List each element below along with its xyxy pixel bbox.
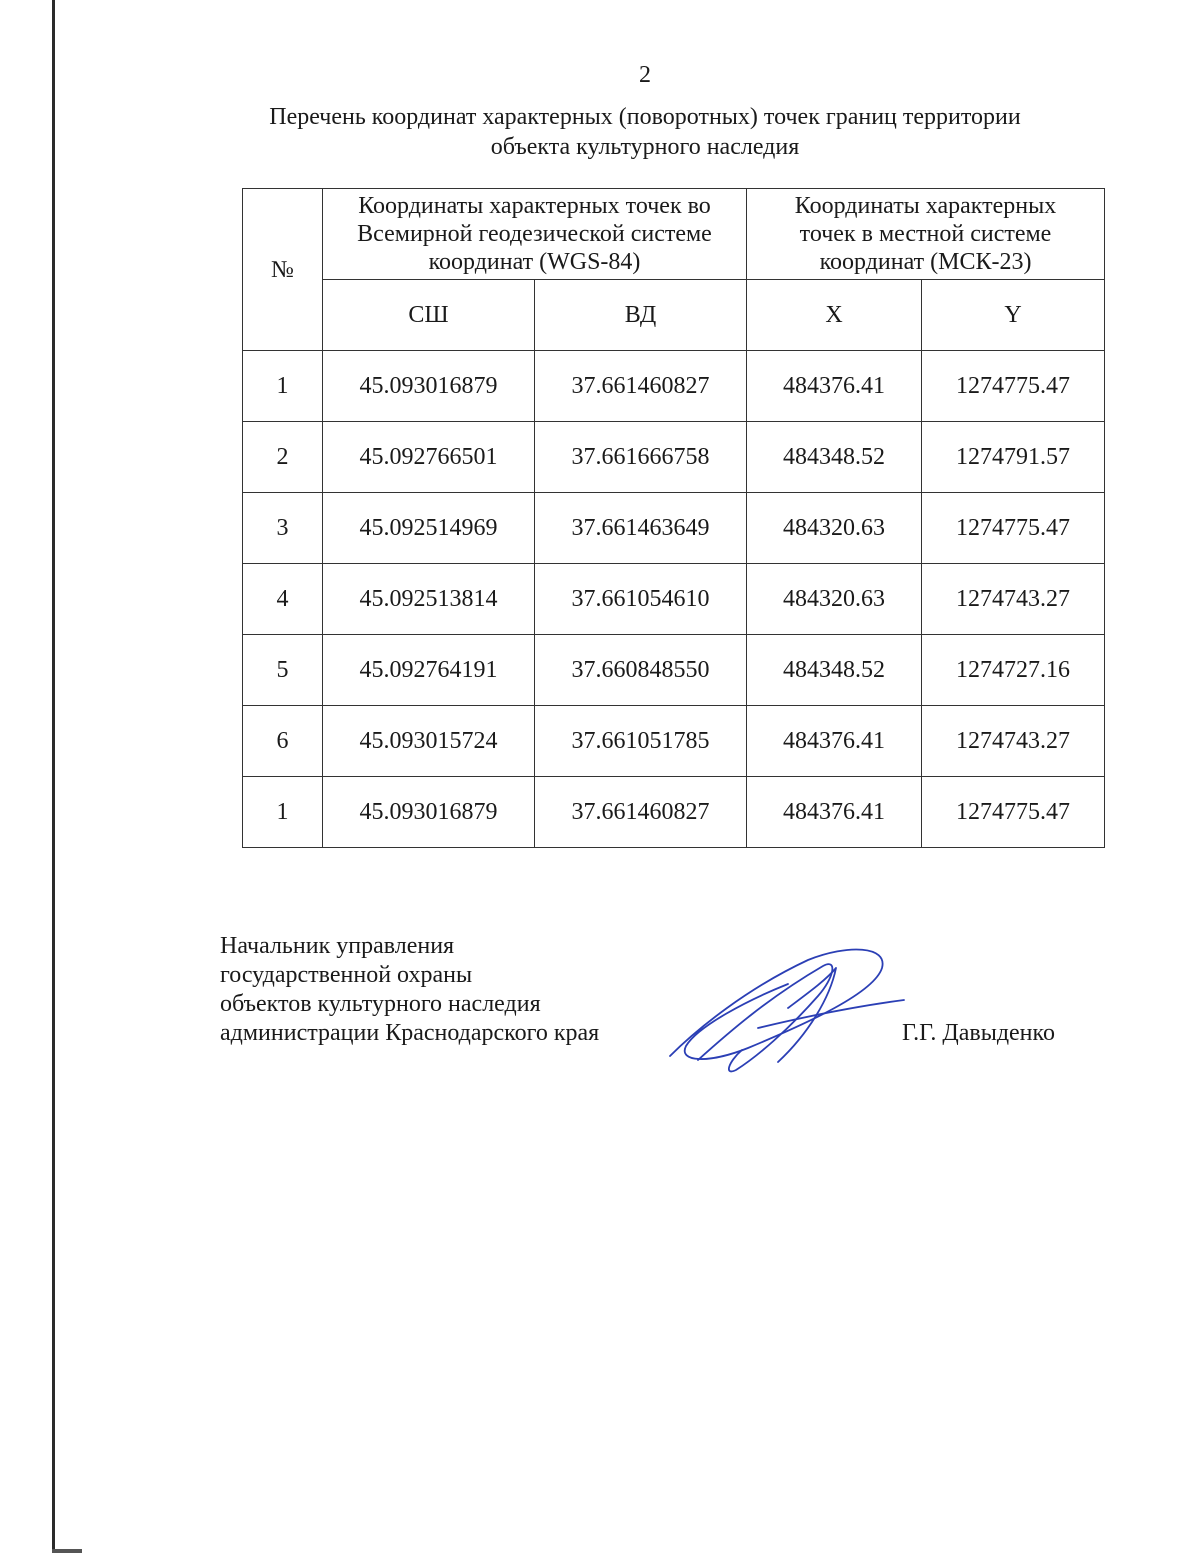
cell-x: 484320.63 — [747, 564, 922, 635]
page-number: 2 — [639, 62, 651, 88]
cell-y: 1274727.16 — [922, 635, 1105, 706]
signatory-position-line: Начальник управления — [220, 933, 455, 959]
cell-y: 1274775.47 — [922, 351, 1105, 422]
signatory-position-line: государственной охраны — [220, 962, 473, 988]
table-header-row — [243, 189, 1105, 280]
cell-point-number: 2 — [243, 422, 323, 493]
cell-longitude: 37.661460827 — [535, 777, 747, 848]
cell-latitude: 45.093015724 — [323, 706, 535, 777]
cell-latitude: 45.092513814 — [323, 564, 535, 635]
document-title — [0, 102, 1200, 162]
header-y: Y — [922, 280, 1105, 351]
cell-point-number: 1 — [243, 777, 323, 848]
table-subheader-row — [243, 280, 1105, 351]
table-row — [243, 635, 1105, 706]
cell-latitude: 45.092764191 — [323, 635, 535, 706]
document-title-line: Перечень координат характерных (поворотных) точек границ территории — [269, 104, 1021, 130]
cell-longitude: 37.661054610 — [535, 564, 747, 635]
cell-x: 484348.52 — [747, 635, 922, 706]
header-msk-group — [747, 189, 1105, 280]
cell-longitude: 37.660848550 — [535, 635, 747, 706]
table-row — [243, 351, 1105, 422]
signatory-position-line: администрации Краснодарского края — [220, 1020, 600, 1046]
cell-point-number: 6 — [243, 706, 323, 777]
cell-x: 484320.63 — [747, 493, 922, 564]
header-number-label: № — [271, 256, 294, 283]
cell-y: 1274743.27 — [922, 706, 1105, 777]
header-x: X — [747, 280, 922, 351]
cell-y: 1274775.47 — [922, 493, 1105, 564]
table-row — [243, 564, 1105, 635]
header-longitude: ВД — [535, 280, 747, 351]
header-msk-line: координат (МСК-23) — [819, 249, 1032, 275]
cell-point-number: 1 — [243, 351, 323, 422]
cell-x: 484376.41 — [747, 706, 922, 777]
table-row — [243, 493, 1105, 564]
cell-x: 484376.41 — [747, 777, 922, 848]
scan-edge-bottom — [52, 1549, 82, 1553]
cell-longitude: 37.661051785 — [535, 706, 747, 777]
cell-longitude: 37.661463649 — [535, 493, 747, 564]
header-wgs-line: Всемирной геодезической системе — [357, 221, 712, 247]
cell-x: 484348.52 — [747, 422, 922, 493]
scan-edge-left — [52, 0, 55, 1553]
cell-y: 1274791.57 — [922, 422, 1105, 493]
signature-stroke — [670, 950, 883, 1060]
signature-stroke — [758, 1000, 904, 1028]
cell-point-number: 5 — [243, 635, 323, 706]
header-msk-line: Координаты характерных — [794, 193, 1057, 219]
header-msk-line: точек в местной системе — [799, 221, 1052, 247]
cell-longitude: 37.661666758 — [535, 422, 747, 493]
cell-y: 1274775.47 — [922, 777, 1105, 848]
cell-y: 1274743.27 — [922, 564, 1105, 635]
cell-point-number: 4 — [243, 564, 323, 635]
cell-longitude: 37.661460827 — [535, 351, 747, 422]
cell-latitude: 45.093016879 — [323, 351, 535, 422]
table-row — [243, 777, 1105, 848]
cell-latitude: 45.093016879 — [323, 777, 535, 848]
signatory-name: Г.Г. Давыденко — [902, 1020, 1055, 1046]
header-latitude: СШ — [323, 280, 535, 351]
signatory-position — [220, 932, 599, 1048]
cell-latitude: 45.092766501 — [323, 422, 535, 493]
cell-latitude: 45.092514969 — [323, 493, 535, 564]
header-wgs-group — [323, 189, 747, 280]
table-row — [243, 706, 1105, 777]
header-wgs-line: координат (WGS-84) — [428, 249, 641, 275]
table-row — [243, 422, 1105, 493]
cell-point-number: 3 — [243, 493, 323, 564]
header-number — [243, 189, 323, 351]
cell-x: 484376.41 — [747, 351, 922, 422]
header-wgs-line: Координаты характерных точек во — [358, 193, 711, 219]
signatory-position-line: объектов культурного наследия — [220, 991, 541, 1017]
handwritten-signature — [658, 938, 908, 1078]
coordinates-table — [242, 188, 1105, 848]
document-title-line: объекта культурного наследия — [490, 134, 800, 160]
